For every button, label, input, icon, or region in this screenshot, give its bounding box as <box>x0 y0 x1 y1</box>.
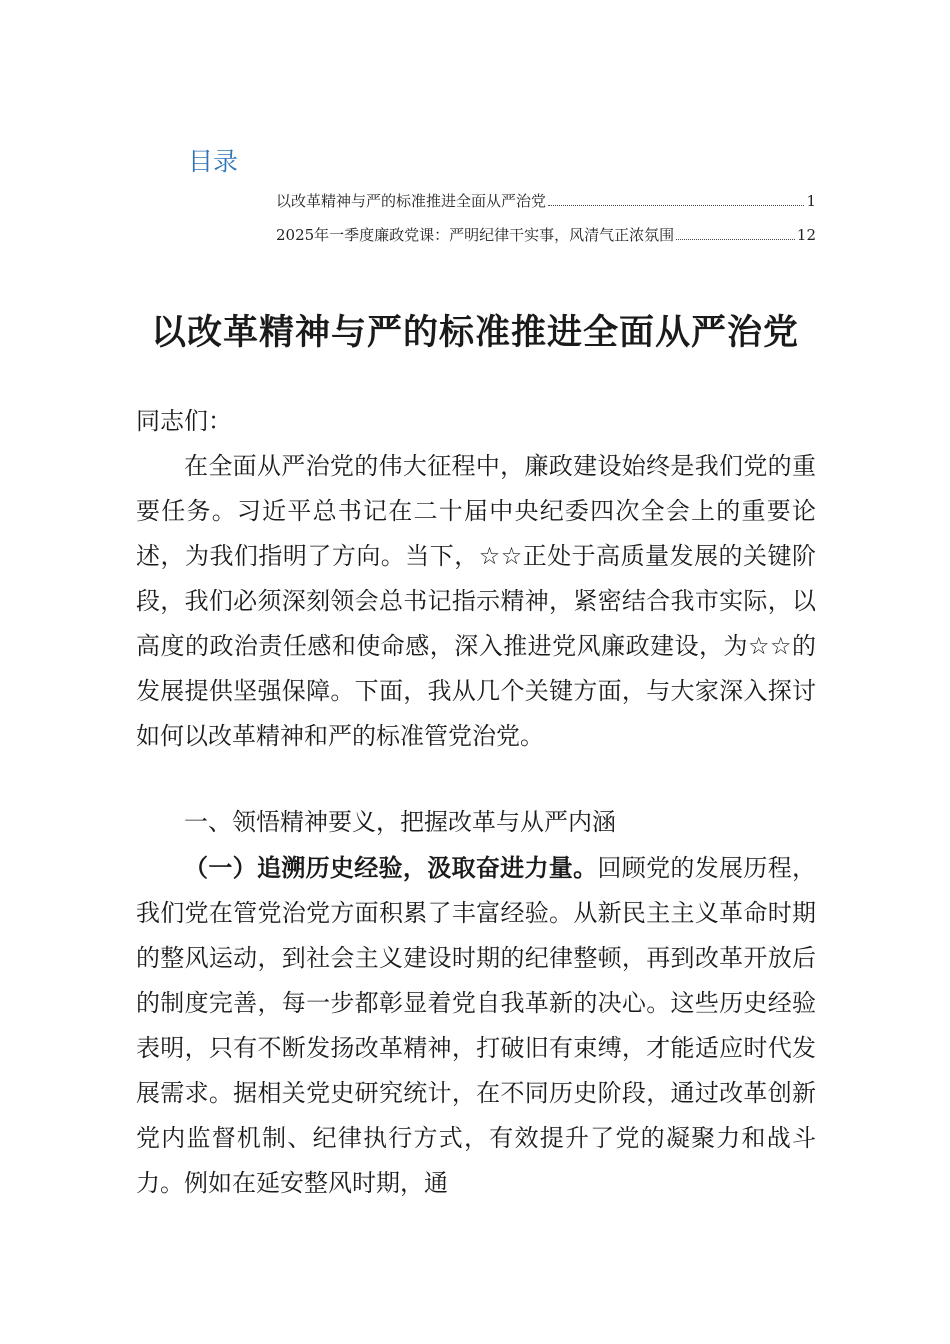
toc-entry[interactable] <box>276 190 816 211</box>
toc-entry[interactable] <box>276 224 816 245</box>
subsection-text: 回顾党的发展历程，我们党在管党治党方面积累了丰富经验。从新民主主义革命时期的整风运动，到社会主义建设时期的纪律整顿，再到改革开放后的制度完善，每一步都彰显着党自我革新的决心。这些历史经验表明，只有不断发扬改革精神，打破旧有束缚，才能适应时代发展需求。据相关党史研究统计，在不同历史阶段，通过改革创新党内监督机制、纪律执行方式，有效提升了党的凝聚力和战斗力。例如在延安整风时期，通 <box>136 854 817 1197</box>
paragraph-intro: 在全面从严治党的伟大征程中，廉政建设始终是我们党的重要任务。习近平总书记在二十届中央纪委四次全会上的重要论述，为我们指明了方向。当下，☆☆正处于高质量发展的关键阶段，我们必须深刻领会总书记指示精神，紧密结合我市实际，以高度的政治责任感和使命感，深入推进党风廉政建设，为☆☆的发展提供坚强保障。下面，我从几个关键方面，与大家深入探讨如何以改革精神和严的标准管党治党。 <box>136 452 816 750</box>
toc-entry-title: 以改革精神与严的标准推进全面从严治党 <box>276 192 547 210</box>
toc-leader-dots <box>676 239 795 240</box>
toc-leader-dots <box>548 205 804 206</box>
toc-entry-page: 12 <box>796 226 816 244</box>
subsection-lead: （一）追溯历史经验，汲取奋进力量。 <box>184 854 598 882</box>
toc-entry-page: 1 <box>806 192 816 210</box>
section-heading: 一、领悟精神要义，把握改革与从严内涵 <box>184 808 616 836</box>
toc-heading: 目录 <box>188 147 239 176</box>
paragraph-subsection-1 <box>136 846 816 1206</box>
toc-entry-title: 2025年一季度廉政党课：严明纪律干实事，风清气正浓氛围 <box>276 226 675 244</box>
document-title: 以改革精神与严的标准推进全面从严治党 <box>150 313 799 353</box>
salutation: 同志们： <box>136 407 232 435</box>
